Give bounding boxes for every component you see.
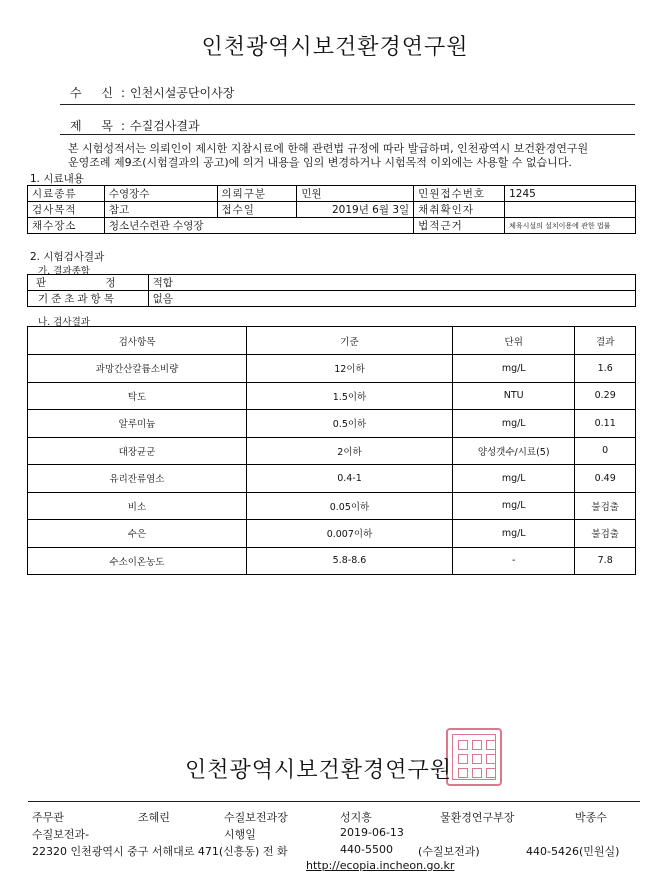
- unit: mg/L: [453, 355, 575, 383]
- department-doc-no: 수질보전과-: [32, 828, 90, 841]
- table-row: [28, 410, 636, 438]
- results-table: [27, 326, 636, 575]
- subject-label: 제 목:: [70, 119, 134, 133]
- phone-main: 440-5500: [340, 843, 393, 856]
- section-title-results: 2. 시험검사결과: [30, 251, 105, 263]
- result: 불검출: [575, 520, 636, 548]
- standard: 0.4-1: [246, 465, 452, 493]
- enforce-date: 2019-06-13: [340, 826, 404, 839]
- intro-line: 본 시험성적서는 의뢰인이 제시한 지참시료에 한해 관련법 규정에 따라 발급하며, 인천광역시 보건환경연구원: [68, 142, 589, 155]
- location-label: 채수장소: [28, 218, 105, 234]
- seal-glyph: [458, 740, 468, 750]
- test-item: 수은: [28, 520, 247, 548]
- sample-info-table: [27, 185, 636, 234]
- result: 7.8: [575, 547, 636, 575]
- test-item: 과망간산칼륨소비량: [28, 355, 247, 383]
- standard: 1.5이하: [246, 382, 452, 410]
- column-header: 기준: [246, 327, 452, 355]
- exceeded-value: 없음: [148, 291, 635, 307]
- staff3-name: 박종수: [575, 811, 607, 824]
- detail-title: 나. 검사결과: [38, 317, 90, 328]
- standard: 0.05이하: [246, 492, 452, 520]
- document-title: 인천광역시보건환경연구원: [201, 35, 469, 60]
- result: 불검출: [575, 492, 636, 520]
- standard: 0.5이하: [246, 410, 452, 438]
- exceeded-label: 기준초과항목: [28, 291, 149, 307]
- staff1-role: 주무관: [32, 811, 64, 824]
- divider: [60, 104, 635, 105]
- legal-basis-value: 체육시설의 설치이용에 관한 법률: [505, 218, 636, 234]
- unit: mg/L: [453, 492, 575, 520]
- sampler-value: [505, 202, 636, 218]
- standard: 5.8-8.6: [246, 547, 452, 575]
- website-link[interactable]: http://ecopia.incheon.go.kr: [306, 859, 455, 872]
- unit: NTU: [453, 382, 575, 410]
- unit: 양성갯수/시료(5): [453, 437, 575, 465]
- standard: 0.007이하: [246, 520, 452, 548]
- test-item: 수소이온농도: [28, 547, 247, 575]
- column-header: 단위: [453, 327, 575, 355]
- recipient-value: 인천시설공단이사장: [130, 86, 235, 100]
- unit: -: [453, 547, 575, 575]
- phone-main-dept: (수질보전과): [418, 845, 480, 858]
- address: 22320 인천광역시 중구 서해대로 471(신흥동) 전 화: [32, 845, 288, 858]
- table-row: [28, 218, 636, 234]
- test-item: 알루미늄: [28, 410, 247, 438]
- institute-name: 인천광역시보건환경연구원: [185, 758, 453, 783]
- enforce-label: 시행일: [224, 828, 256, 841]
- test-item: 비소: [28, 492, 247, 520]
- seal-glyph: [472, 768, 482, 778]
- staff2-role: 수질보전과장: [224, 811, 288, 824]
- request-category-value: 민원: [297, 186, 414, 202]
- standard: 12이하: [246, 355, 452, 383]
- seal-glyph: [472, 754, 482, 764]
- divider: [60, 134, 635, 135]
- standard: 2이하: [246, 437, 452, 465]
- table-row: [28, 437, 636, 465]
- table-row: [28, 465, 636, 493]
- seal-glyph: [486, 740, 496, 750]
- unit: mg/L: [453, 520, 575, 548]
- result: 0.49: [575, 465, 636, 493]
- seal-glyph: [458, 754, 468, 764]
- purpose-label: 검사목적: [28, 202, 105, 218]
- receipt-no-label: 민원접수번호: [414, 186, 505, 202]
- purpose-value: 참고: [104, 202, 217, 218]
- staff3-role: 물환경연구부장: [440, 811, 515, 824]
- summary-table: [27, 274, 636, 307]
- table-row: [28, 291, 636, 307]
- result: 0.11: [575, 410, 636, 438]
- sample-type-value: 수영장수: [104, 186, 217, 202]
- staff2-name: 성지흥: [340, 811, 372, 824]
- divider: [28, 801, 640, 802]
- sampler-label: 채취확인자: [414, 202, 505, 218]
- received-date-value: 2019년 6월 3일: [297, 202, 414, 218]
- recipient-label: 수 신:: [70, 86, 134, 100]
- seal-glyph: [458, 768, 468, 778]
- column-header: 결과: [575, 327, 636, 355]
- section-title-sample: 1. 시료내용: [30, 173, 84, 185]
- table-row: [28, 547, 636, 575]
- intro-line: 운영조례 제9조(시험결과의 공고)에 의거 내용을 임의 변경하거나 시험목적 이외에는 사용할 수 없습니다.: [68, 156, 572, 169]
- location-value: 청소년수련관 수영장: [104, 218, 413, 234]
- official-seal-icon: [446, 728, 502, 786]
- table-header-row: [28, 327, 636, 355]
- column-header: 검사항목: [28, 327, 247, 355]
- verdict-label: 판 정: [28, 275, 149, 291]
- table-row: [28, 186, 636, 202]
- result: 0.29: [575, 382, 636, 410]
- unit: mg/L: [453, 410, 575, 438]
- seal-glyph: [486, 754, 496, 764]
- table-row: [28, 520, 636, 548]
- table-row: [28, 275, 636, 291]
- test-item: 대장균군: [28, 437, 247, 465]
- receipt-no-value: 1245: [505, 186, 636, 202]
- unit: mg/L: [453, 465, 575, 493]
- seal-glyph: [472, 740, 482, 750]
- table-row: [28, 382, 636, 410]
- result: 1.6: [575, 355, 636, 383]
- seal-glyph: [486, 768, 496, 778]
- staff1-name: 조혜린: [138, 811, 170, 824]
- result: 0: [575, 437, 636, 465]
- table-row: [28, 492, 636, 520]
- received-date-label: 접수일: [217, 202, 297, 218]
- table-row: [28, 355, 636, 383]
- subject-value: 수질검사결과: [130, 119, 200, 133]
- summary-title: 가. 결과종합: [38, 266, 90, 277]
- intro-paragraph: [68, 142, 628, 170]
- test-item: 유리잔류염소: [28, 465, 247, 493]
- sample-type-label: 시료종류: [28, 186, 105, 202]
- verdict-value: 적합: [148, 275, 635, 291]
- phone-civil: 440-5426(민원실): [526, 845, 620, 858]
- test-item: 탁도: [28, 382, 247, 410]
- legal-basis-label: 법적근거: [414, 218, 505, 234]
- table-row: [28, 202, 636, 218]
- request-category-label: 의뢰구분: [217, 186, 297, 202]
